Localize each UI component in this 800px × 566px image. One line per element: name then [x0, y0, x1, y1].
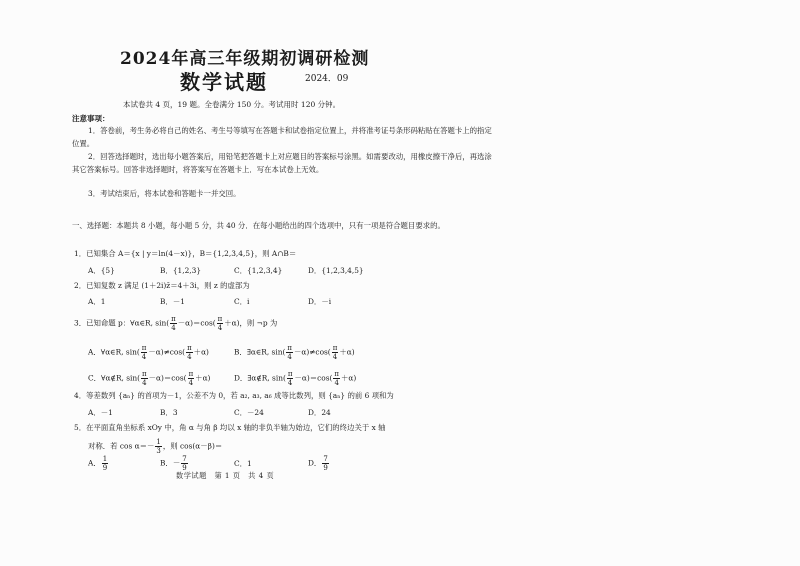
- opt-part: ＋α): [339, 347, 355, 357]
- question-1-option-a: A．{5}: [88, 266, 115, 275]
- frac-num: 1: [102, 455, 108, 463]
- frac-den: 4: [287, 353, 292, 361]
- opt-part: ＋α): [193, 347, 209, 357]
- frac-den: 9: [323, 464, 328, 472]
- opt-label: B．: [160, 458, 173, 468]
- question-1-option-b: B．{1,2,3}: [160, 266, 202, 275]
- q5-stem-part: ，则 cos(α－β)＝: [162, 441, 223, 451]
- frac-den: 4: [332, 353, 338, 361]
- opt-label: C．: [234, 459, 248, 468]
- opt-part: ＋α): [341, 373, 357, 383]
- q3-stem-part: 3．已知命题 p：∀α∈R, sin(: [74, 318, 170, 328]
- question-2-option-a: A．1: [88, 297, 106, 306]
- opt-part: C．∀α∉R, sin(: [88, 373, 141, 383]
- opt-fraction: [287, 370, 294, 387]
- q3-fraction: [170, 315, 177, 332]
- opt-part: B．∃α∈R, sin(: [234, 347, 286, 357]
- frac-num: 7: [323, 455, 328, 463]
- note-item-1-text: 1．答卷前，考生务必将自己的姓名、考生号等填写在答题卡和试卷指定位置上，并将准考证号条形码粘贴在答题卡上的指定位置。: [72, 126, 492, 148]
- question-5-option-d: [308, 455, 330, 472]
- frac-den: 4: [188, 379, 194, 387]
- notes-title: 注意事项：: [72, 114, 110, 123]
- frac-num: π: [188, 370, 194, 378]
- question-3-stem: [74, 315, 277, 332]
- frac-den: 4: [287, 379, 293, 387]
- frac-den: 4: [141, 353, 147, 361]
- frac-num: π: [171, 315, 176, 323]
- opt-fraction: [141, 344, 148, 361]
- opt-label: A．: [88, 458, 101, 468]
- question-2-option-c: C．i: [234, 297, 250, 306]
- question-5-stem-line-2: [88, 438, 222, 455]
- frac-den: 4: [334, 379, 339, 387]
- question-1-stem: 1．已知集合 A＝{x | y＝ln(4－x)}，B＝{1,2,3,4,5}，则 A∩B＝: [74, 249, 297, 258]
- frac-den: 4: [171, 324, 176, 332]
- q3-fraction: [217, 315, 224, 332]
- opt-part: －α)≠cos(: [293, 347, 331, 357]
- opt-fraction: [332, 344, 339, 361]
- question-2-option-d: D．－i: [308, 297, 332, 306]
- question-4-stem: 4．等差数列 {aₙ} 的首项为－1，公差不为 0，若 a₂, a₃, a₆ 成等比数列，则 {aₙ} 的前 6 项和为: [74, 391, 394, 400]
- question-2-stem: 2．已知复数 z 满足 (1＋2i)z̄＝4＋3i，则 z 的虚部为: [74, 281, 250, 290]
- question-2-option-b: B．－1: [160, 297, 185, 306]
- frac-num: π: [187, 344, 192, 352]
- q5-fraction: [155, 438, 161, 455]
- question-4-option-d: D．24: [308, 408, 331, 417]
- opt-value: 1: [247, 459, 252, 468]
- frac-num: π: [287, 370, 293, 378]
- frac-num: π: [141, 344, 147, 352]
- frac-num: π: [287, 344, 292, 352]
- frac-num: π: [334, 370, 339, 378]
- page-footer: 数学试题 第 1 页 共 4 页: [176, 471, 275, 480]
- section-1-heading: 一、选择题：本题共 8 小题，每小题 5 分，共 40 分．在每小题给出的四个选项中，只有一项是符合题目要求的。: [72, 221, 445, 230]
- q5-stem-part: 对称．若 cos α＝－: [88, 441, 155, 451]
- question-4-option-b: B．3: [160, 408, 178, 417]
- opt-fraction: [286, 344, 293, 361]
- question-3-option-b: [234, 344, 355, 361]
- frac-den: 4: [217, 324, 223, 332]
- frac-den: 4: [187, 353, 192, 361]
- opt-fraction: [333, 370, 340, 387]
- exam-title: 2024年高三年级期初调研检测: [120, 49, 370, 69]
- note-item-3: [72, 187, 492, 200]
- question-5-option-c: [234, 458, 252, 469]
- opt-label: D．: [308, 458, 322, 468]
- opt-fraction: [102, 455, 108, 472]
- question-3-option-d: [234, 370, 356, 387]
- note-item-2-text: 2．回答选择题时，选出每小题答案后，用铅笔把答题卡上对应题目的答案标号涂黑。如需要改动，用橡皮擦干净后，再选涂其它答案标号。回答非选择题时，将答案写在答题卡上．写在本试卷上无效。: [72, 152, 492, 174]
- frac-num: π: [332, 344, 338, 352]
- question-4-option-c: C．－24: [234, 408, 264, 417]
- opt-fraction: [188, 370, 195, 387]
- opt-fraction: [186, 344, 193, 361]
- exam-date: 2024．09: [305, 74, 349, 84]
- frac-den: 9: [102, 464, 108, 472]
- opt-part: A．∀α∈R, sin(: [88, 347, 140, 357]
- frac-num: π: [217, 315, 223, 323]
- question-4-option-a: A．－1: [88, 408, 113, 417]
- question-1-option-d: D．{1,2,3,4,5}: [308, 266, 364, 275]
- opt-fraction: [141, 370, 148, 387]
- opt-sign: －: [172, 458, 181, 468]
- opt-fraction: [322, 455, 328, 472]
- opt-part: ＋α): [195, 373, 211, 383]
- frac-den: 3: [156, 447, 161, 455]
- frac-num: 7: [182, 455, 187, 463]
- opt-part: －α)＝cos(: [294, 373, 333, 383]
- frac-den: 9: [182, 464, 187, 472]
- question-5-option-b: [160, 455, 189, 472]
- question-5-stem-line-1: 5．在平面直角坐标系 xOy 中，角 α 与角 β 均以 x 轴的非负半轴为始边，它们的终边关于 x 轴: [74, 423, 386, 432]
- opt-part: －α)＝cos(: [148, 373, 187, 383]
- note-item-2: [72, 150, 492, 176]
- question-5-option-a: [88, 455, 109, 472]
- question-3-option-c: [88, 370, 210, 387]
- exam-subtitle: 数学试题: [180, 70, 268, 94]
- frac-num: 1: [156, 438, 161, 446]
- q3-stem-part: ＋α)，则 ¬p 为: [224, 318, 278, 328]
- exam-info: 本试卷共 4 页，19 题。全卷满分 150 分。考试用时 120 分钟。: [123, 100, 341, 109]
- question-3-option-a: [88, 344, 209, 361]
- opt-fraction: [181, 455, 187, 472]
- frac-num: π: [142, 370, 147, 378]
- note-item-3-text: 3．考试结束后，将本试卷和答题卡一并交回。: [88, 189, 241, 198]
- opt-part: D．∃α∉R, sin(: [234, 373, 286, 383]
- question-1-option-c: C．{1,2,3,4}: [234, 266, 283, 275]
- note-item-1: [72, 124, 492, 150]
- q3-stem-part: －α)＝cos(: [177, 318, 216, 328]
- frac-den: 4: [142, 379, 147, 387]
- opt-part: －α)≠cos(: [148, 347, 186, 357]
